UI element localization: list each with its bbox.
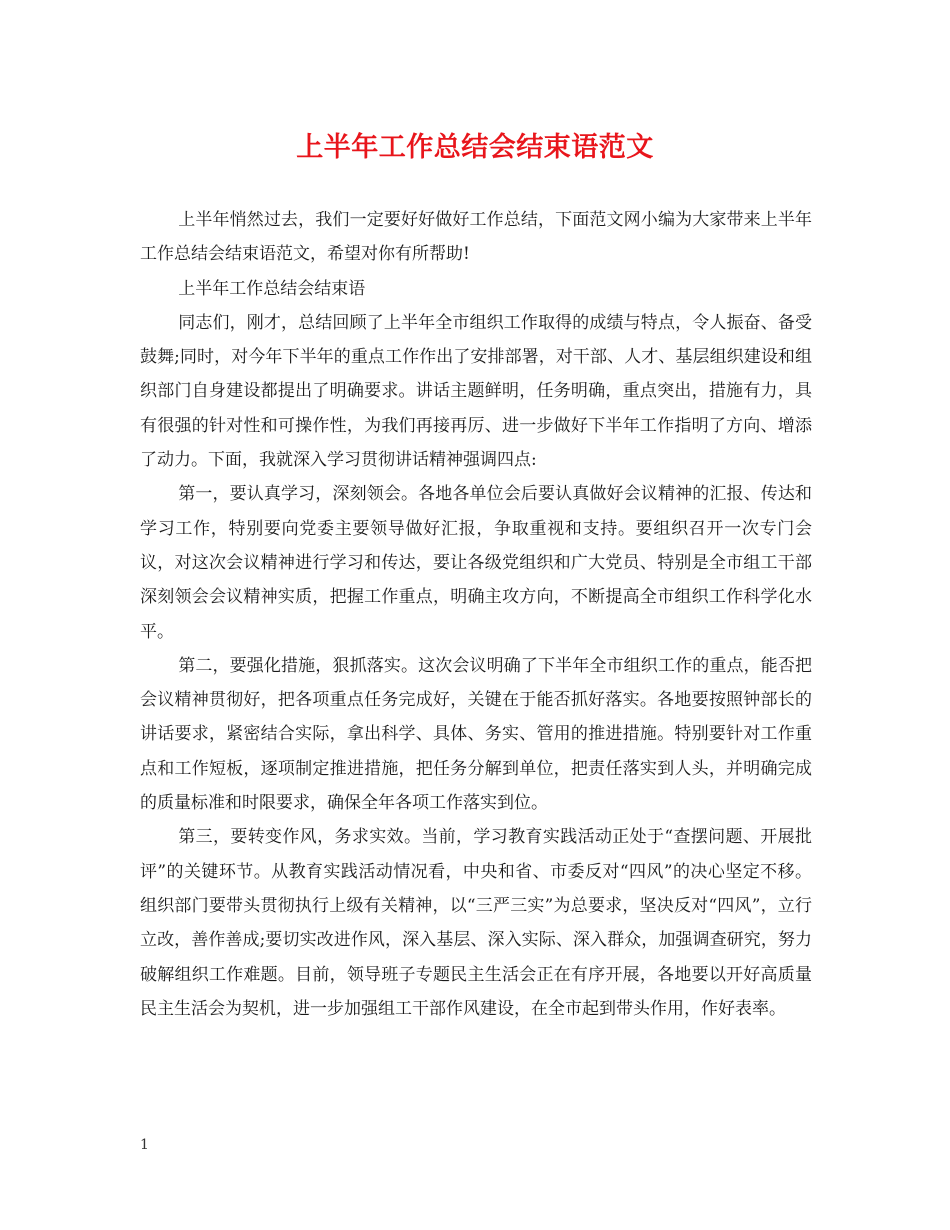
section-heading: 上半年工作总结会结束语 bbox=[178, 278, 366, 299]
intro-paragraph: 上半年悄然过去，我们一定要好好做好工作总结，下面范文网小编为大家带来上半年工作总结会结束语范文，希望对你有所帮助! bbox=[140, 210, 812, 265]
body-paragraph: 第二，要强化措施，狠抓落实。这次会议明确了下半年全市组织工作的重点，能否把会议精神贯彻好，把各项重点任务完成好，关键在于能否抓好落实。各地要按照钟部长的讲话要求，紧密结合实际，拿出科学、具体、务实、管用的推进措施。特别要针对工作重点和工作短板，逐项制定推进措施，把任务分解到单位，把责任落实到人头，并明确完成的质量标准和时限要求，确保全年各项工作落实到位。 bbox=[140, 655, 812, 814]
document-body bbox=[140, 203, 812, 1026]
document-title: 上半年工作总结会结束语范文 bbox=[296, 132, 654, 163]
body-paragraph: 第三，要转变作风，务求实效。当前，学习教育实践活动正处于“查摆问题、开展批评”的关键环节。从教育实践活动情况看，中央和省、市委反对“四风”的决心坚定不移。组织部门要带头贯彻执行上级有关精神，以“三严三实”为总要求，坚决反对“四风”，立行立改，善作善成;要切实改进作风，深入基层、深入实际、深入群众，加强调查研究，努力破解组织工作难题。目前，领导班子专题民主生活会正在有序开展，各地要以开好高质量民主生活会为契机，进一步加强组工干部作风建设，在全市起到带头作用，作好表率。 bbox=[140, 827, 812, 1019]
body-paragraph: 同志们，刚才，总结回顾了上半年全市组织工作取得的成绩与特点，令人振奋、备受鼓舞;同时，对今年下半年的重点工作作出了安排部署，对干部、人才、基层组织建设和组织部门自身建设都提出了明确要求。讲话主题鲜明，任务明确，重点突出，措施有力，具有很强的针对性和可操作性，为我们再接再厉、进一步做好下半年工作指明了方向、增添了动力。下面，我就深入学习贯彻讲话精神强调四点: bbox=[140, 312, 812, 471]
page-number: 1 bbox=[140, 1137, 149, 1153]
body-paragraph: 第一，要认真学习，深刻领会。各地各单位会后要认真做好会议精神的汇报、传达和学习工作，特别要向党委主要领导做好汇报，争取重视和支持。要组织召开一次专门会议，对这次会议精神进行学习和传达，要让各级党组织和广大党员、特别是全市组工干部深刻领会会议精神实质，把握工作重点，明确主攻方向，不断提高全市组织工作科学化水平。 bbox=[140, 484, 812, 642]
